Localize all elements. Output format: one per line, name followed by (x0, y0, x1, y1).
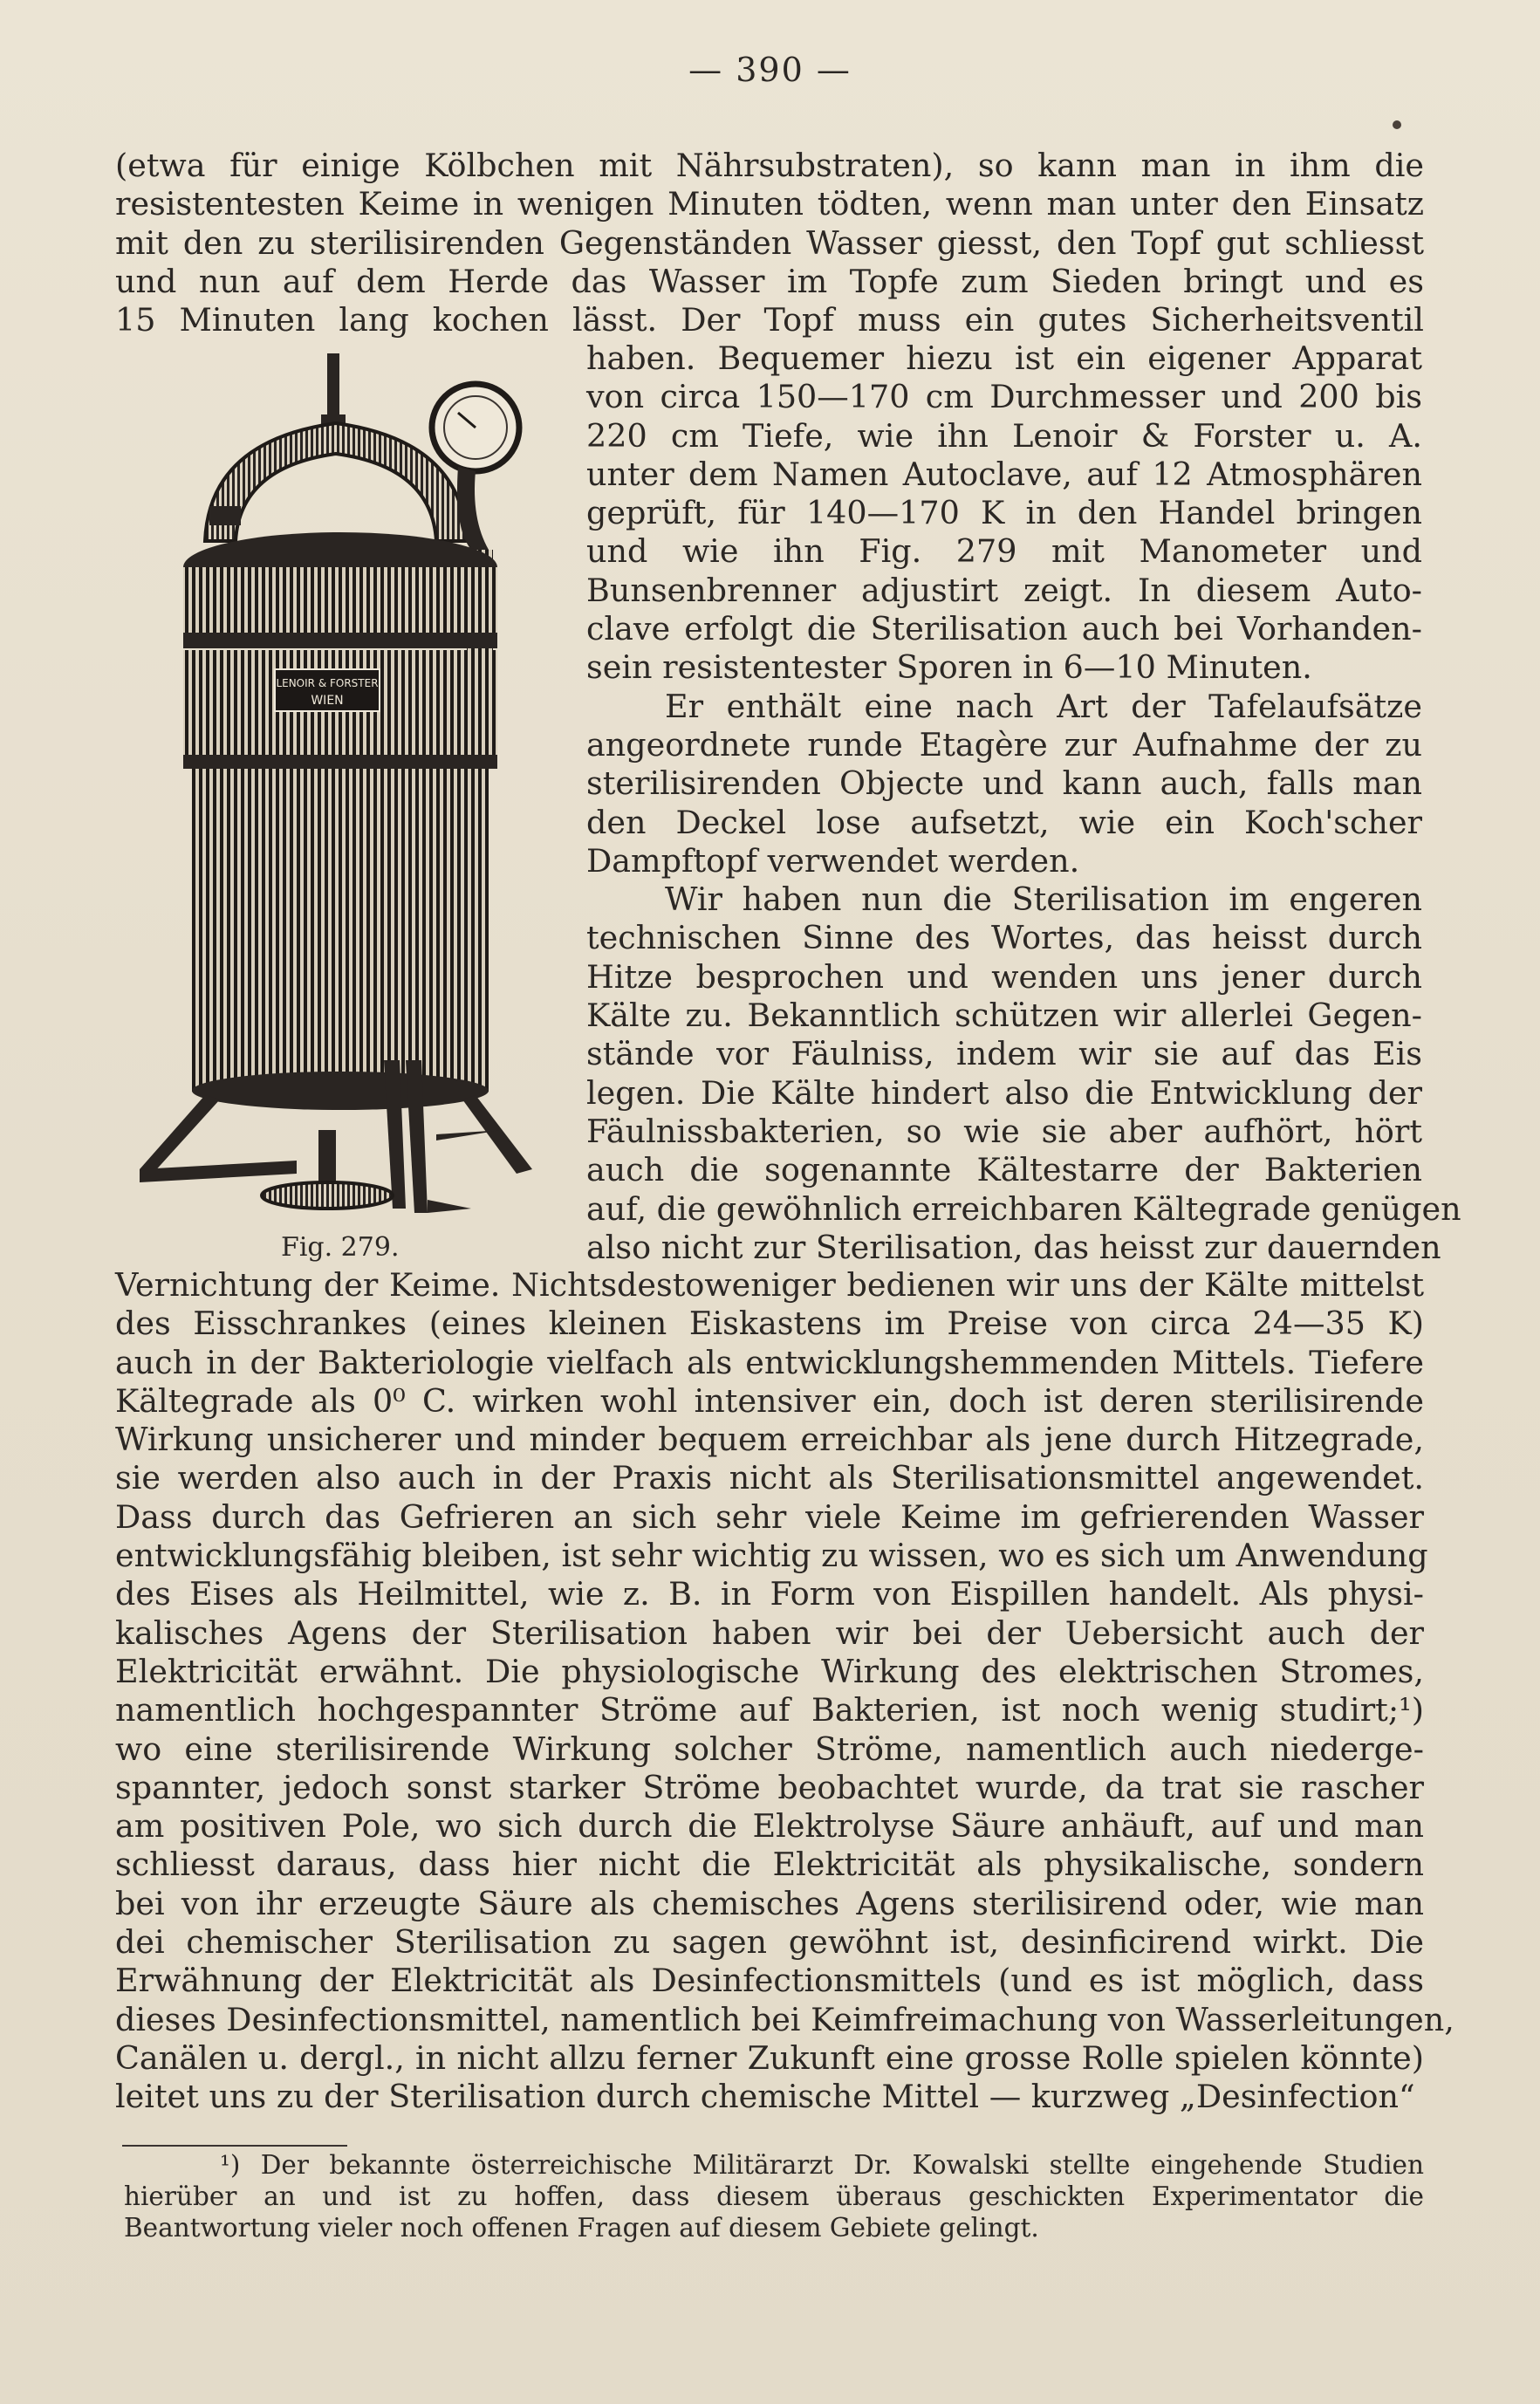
autoclave-drawing (122, 345, 550, 1230)
text-line: geprüft, für 140—170 K in den Handel bringen (586, 494, 1422, 532)
text-line: clave erfolgt die Sterilisation auch bei Vorhanden- (586, 610, 1422, 648)
text-line: wo eine sterilisirende Wirkung solcher Ströme, namentlich auch niederge- (115, 1729, 1424, 1768)
text-line: auf, die gewöhnlich erreichbaren Kältegrade genügen (586, 1189, 1461, 1228)
text-line: entwicklungsfähig bleiben, ist sehr wichtig zu wissen, wo es sich um Anwendung (115, 1537, 1428, 1575)
text-line: Elektricität erwähnt. Die physiologische Wirkung des elektrischen Stromes, (115, 1652, 1424, 1690)
intro-paragraph (115, 147, 1424, 339)
footnote-line: ¹) Der bekannte österreichische Militärarzt Dr. Kowalski stellte eingehende Studien (220, 2150, 1424, 2180)
text-line: kalisches Agens der Sterilisation haben wir bei der Uebersicht auch der (115, 1613, 1424, 1652)
text-line: sie werden also auch in der Praxis nicht als Sterilisationsmittel angewendet. (115, 1459, 1424, 1497)
text-line: sein resistentester Sporen in 6—10 Minuten. (586, 648, 1312, 687)
text-line: und wie ihn Fig. 279 mit Manometer und (586, 532, 1422, 571)
text-line: den Deckel lose aufsetzt, wie ein Koch'scher (586, 803, 1422, 841)
text-line: auch in der Bakteriologie vielfach als entwicklungshemmenden Mittels. Tiefere (115, 1343, 1424, 1381)
text-line: des Eisschrankes (eines kleinen Eiskastens im Preise von circa 24—35 K) (115, 1305, 1424, 1343)
text-line: am positiven Pole, wo sich durch die Elektrolyse Säure anhäuft, auf und man (115, 1807, 1424, 1846)
text-line: Kälte zu. Bekanntlich schützen wir allerlei Gegen- (586, 997, 1422, 1035)
text-line: Canälen u. dergl., in nicht allzu ferner Zukunft eine grosse Rolle spielen könnte) (115, 2038, 1424, 2077)
text-line: stände vor Fäulniss, indem wir sie auf das Eis (586, 1035, 1422, 1073)
text-line: Wir haben nun die Sterilisation im engeren (665, 880, 1422, 919)
text-line: mit den zu sterilisirenden Gegenständen Wasser giesst, den Topf gut schliesst (115, 223, 1424, 262)
text-line: resistentesten Keime in wenigen Minuten tödten, wenn man unter den Einsatz (115, 185, 1424, 223)
figure-caption: Fig. 279. (281, 1232, 400, 1263)
autoclave-illustration (122, 345, 550, 1230)
text-line: leitet uns zu der Sterilisation durch chemische Mittel — kurzweg „Desinfection“ (115, 2078, 1415, 2116)
text-line: Vernichtung der Keime. Nichtsdestoweniger bedienen wir uns der Kälte mittelst (115, 1266, 1424, 1304)
text-line: technischen Sinne des Wortes, das heisst durch (586, 919, 1422, 957)
text-line: von circa 150—170 cm Durchmesser und 200 bis (586, 378, 1422, 416)
text-line: angeordnete runde Etagère zur Aufnahme der zu (586, 725, 1422, 764)
footnote-line: Beantwortung vieler noch offenen Fragen auf diesem Gebiete gelingt. (124, 2213, 1039, 2243)
text-line: auch die sogenannte Kältestarre der Bakterien (586, 1151, 1422, 1189)
text-line: Fäulnissbakterien, so wie sie aber aufhört, hört (586, 1112, 1422, 1150)
text-line: haben. Bequemer hiezu ist ein eigener Apparat (586, 339, 1422, 377)
text-line: (etwa für einige Kölbchen mit Nährsubstraten), so kann man in ihm die (115, 147, 1424, 184)
main-paragraph (115, 1266, 1454, 2117)
text-line: Bunsenbrenner adjustirt zeigt. In diesem Auto- (586, 571, 1422, 609)
text-line: also nicht zur Sterilisation, das heisst zur dauernden (586, 1228, 1441, 1266)
text-line: dieses Desinfectionsmittel, namentlich bei Keimfreimachung von Wasserleitungen, (115, 2000, 1454, 2038)
ink-speck (1393, 120, 1401, 129)
text-line: sterilisirenden Objecte und kann auch, falls man (586, 764, 1422, 803)
footnotes (124, 2149, 1424, 2243)
text-line: Hitze besprochen und wenden uns jener durch (586, 957, 1422, 996)
footnote-line: hierüber an und ist zu hoffen, dass diesem überaus geschickten Experimentator die (124, 2181, 1424, 2211)
text-line: legen. Die Kälte hindert also die Entwicklung der (586, 1073, 1422, 1112)
page-number: — 390 — (688, 51, 852, 89)
text-line: und nun auf dem Herde das Wasser im Topfe zum Sieden bringt und es (115, 262, 1424, 300)
text-line: Wirkung unsicherer und minder bequem erreichbar als jene durch Hitzegrade, (115, 1421, 1424, 1459)
text-line: Er enthält eine nach Art der Tafelaufsätze (665, 687, 1422, 725)
text-line: bei von ihr erzeugte Säure als chemisches Agens sterilisirend oder, wie man (115, 1884, 1424, 1922)
text-line: des Eises als Heilmittel, wie z. B. in Form von Eispillen handelt. Als physi- (115, 1575, 1424, 1613)
plate-text: WIEN (311, 694, 344, 708)
wrap-paragraph (586, 339, 1461, 1267)
text-line: unter dem Namen Autoclave, auf 12 Atmosphären (586, 455, 1422, 493)
text-line: namentlich hochgespannter Ströme auf Bakterien, ist noch wenig studirt;¹) (115, 1691, 1424, 1729)
text-line: 15 Minuten lang kochen lässt. Der Topf muss ein gutes Sicherheitsventil (115, 301, 1424, 339)
text-line: Erwähnung der Elektricität als Desinfectionsmittels (und es ist möglich, dass (115, 1962, 1424, 2000)
text-line: 220 cm Tiefe, wie ihn Lenoir & Forster u. A. (586, 416, 1422, 455)
text-line: spannter, jedoch sonst starker Ströme beobachtet wurde, da trat sie rascher (115, 1768, 1424, 1806)
text-line: Kältegrade als 0⁰ C. wirken wohl intensiver ein, doch ist deren sterilisirende (115, 1381, 1424, 1420)
text-line: dei chemischer Sterilisation zu sagen gewöhnt ist, desinficirend wirkt. Die (115, 1923, 1424, 1962)
text-line: schliesst daraus, dass hier nicht die Elektricität als physikalische, sondern (115, 1846, 1424, 1884)
plate-text: LENOIR & FORSTER (276, 677, 379, 689)
text-line: Dampftopf verwendet werden. (586, 841, 1080, 880)
footnote-divider (122, 2145, 347, 2147)
text-line: Dass durch das Gefrieren an sich sehr viele Keime im gefrierenden Wasser (115, 1497, 1424, 1536)
